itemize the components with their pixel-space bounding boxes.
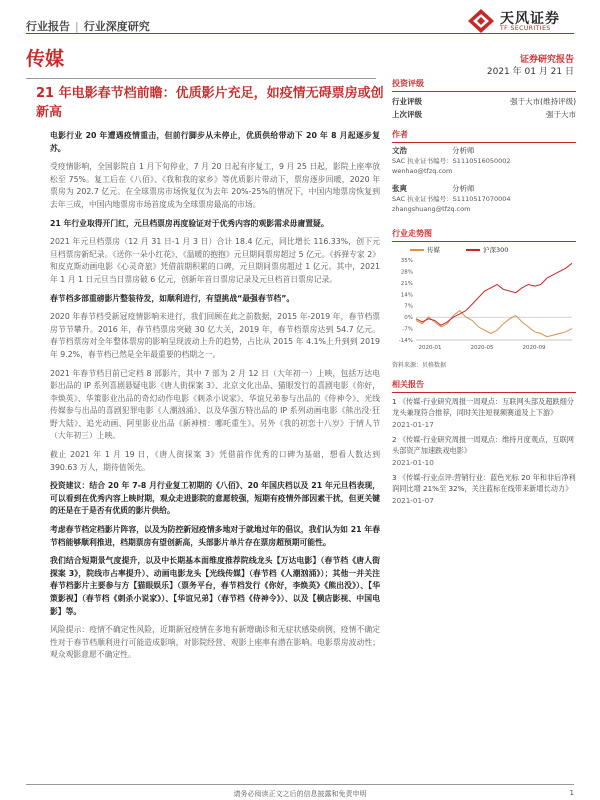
legend-swatch <box>410 249 424 251</box>
legend-label: 传媒 <box>427 246 440 254</box>
summary-headline-3: 春节档多部重磅影片整装待发，如顺利进行，有望挑战“最强春节档”。 <box>50 293 295 303</box>
related-reports <box>392 379 576 505</box>
chart-title: 行业走势图 <box>392 228 576 242</box>
y-tick-label: 35% <box>400 258 413 264</box>
author-email[interactable]: wenhao@tfzq.com <box>392 167 453 175</box>
x-tick-label: 2020-01 <box>418 345 442 351</box>
previous-rating-row <box>392 108 576 121</box>
y-tick-label: 28% <box>400 269 413 276</box>
series-line <box>416 263 572 325</box>
rating-section-title: 投资评级 <box>392 78 576 92</box>
author-name: 文浩 <box>392 146 407 155</box>
y-tick-label: -7% <box>402 326 413 333</box>
related-report-date: 2021-01-10 <box>392 458 434 467</box>
risk-warning: 风险提示：疫情不确定性风险，近期新冠疫情在多地有新增确诊和无症状感染病例，疫情不确定性对于春节档顺利进行可能造成影响，对影院经营、观影上座率有潜在影响。电影票房波动性；观众观影意愿不确定性。 <box>50 625 380 660</box>
legend-item <box>410 245 440 254</box>
footer-disclaimer: 请务必阅读正文之后的信息披露和免责申明 <box>233 790 367 798</box>
author-entry <box>392 146 576 176</box>
related-report-link[interactable]: 3 《传媒-行业点评:营销行业：蓝色光标 20 年和非后净利润同比增 21%至 32%，关注蓝标在线带来新增长动力》 <box>392 473 576 493</box>
investment-advice: 投资建议：结合 20 年 7-8 月行业复工初期的《八佰》、20 年国庆档以及 21 年元旦档表现，可以看到在优秀内容上映时期，观众走进影院的意愿较强，短期有疫情外部因素干扰，但更关键的还是在于是否有优质的影片供给。 <box>50 481 380 516</box>
logo-subtext: TF SECURITIES <box>500 25 551 32</box>
y-tick-label: -14% <box>398 338 413 344</box>
related-report-link[interactable]: 1 《传媒-行业研究周报一周观点：互联网头部及超跌细分龙头兼现符合推荐，同时关注短视频赛道及上下游》 <box>392 397 574 417</box>
breadcrumb-report: 行业报告 <box>26 20 70 33</box>
summary-headline-1: 电影行业 20 年遭遇疫情重击，但前行脚步从未停止，优质供给带动下 20 年 8 月起逐步复苏。 <box>50 131 380 153</box>
legend-swatch <box>466 249 480 251</box>
author-certificate: SAC 执业证书编号：S1110517070004 <box>392 195 511 203</box>
related-section-title: 相关报告 <box>392 379 576 393</box>
author-name: 张爽 <box>392 184 407 193</box>
related-report-date: 2021-01-17 <box>392 420 434 429</box>
previous-rating-label: 上次评级 <box>392 110 422 119</box>
summary-paragraph-1: 受疫情影响，全国影院自 1 月下旬停业，7 月 20 日起有序复工，9 月 25 日起，影院上座率放松至 75%。复工后在《八佰》、《我和我的家乡》等优质影片带动下，票房逐步回暖，2020 年票房为 202.7 亿元。在全球票房市场恢复仅为去年 20%-25%的情况下，中国内地票房恢复到去年三成，中国内地票房市场首度成为全球票房最高的市场。 <box>50 162 380 209</box>
page-number: 1 <box>569 789 574 797</box>
trend-chart-svg <box>392 256 576 356</box>
industry-trend-chart <box>392 228 576 369</box>
author-section-title: 作者 <box>392 129 576 143</box>
logo-text: 天风证券 <box>500 11 560 27</box>
author-entry <box>392 184 576 214</box>
rating-value: 强于大市(维持评级) <box>510 97 576 106</box>
summary-paragraph-4: 2021 年春节档目前已定档 8 部影片，其中 7 部为 2 月 12 日（大年初一）上映，包括万达电影出品的 IP 系列喜剧悬疑电影《唐人街探案 3》、北京文化出品、猫眼发行的喜剧电影《你好，李焕英》、华策影业出品的奇幻动作电影《刺杀小说家》、华谊兄弟参与出品的《侍神令》、光线传媒参与出品的喜剧犯罪电影《人潮汹涌》、以及华强方特出品的 IP 系列动画电影《熊出没·狂野大陆》、追光动画、阿里影业出品《新神榜：哪吒重生》。另外《我的初恋十八岁》于情人节（大年初三）上映。 <box>50 368 380 441</box>
header-divider <box>26 33 574 34</box>
legend-item <box>466 245 508 254</box>
x-tick-label: 2020-09 <box>522 345 546 351</box>
breadcrumb-separator: | <box>75 20 79 33</box>
related-report-date: 2021-01-07 <box>392 496 434 505</box>
main-content <box>50 130 380 668</box>
title-divider <box>26 78 376 79</box>
y-tick-label: 14% <box>400 292 413 299</box>
chart-legend <box>410 245 576 254</box>
author-role: 分析师 <box>452 146 475 155</box>
sidebar <box>392 78 576 510</box>
logo-mark-icon <box>466 8 496 34</box>
breadcrumb-category: 行业深度研究 <box>83 20 150 33</box>
summary-paragraph-3: 2020 年春节档受新冠疫情影响未进行，我们回顾在此之前数据，2015 年-2019 年，春节档票房节节攀升。2016 年，春节档票房突破 30 亿大关，2019 年，春节档票房达到 54.7 亿元。春节档票房对全年整体票房的影响呈现波动上升的趋势，占比从 2015 年 4.1%上升到到 2019 年 9.2%，春节档已然是全年最重要的档期之一。 <box>50 312 380 359</box>
rating-row <box>392 95 576 108</box>
related-report-link[interactable]: 2 《传媒-行业研究周报一周观点：维持月度观点，互联网头部资产加速跌戏电影》 <box>392 435 574 455</box>
report-date: 2021 年 01 月 21 日 <box>486 67 574 77</box>
y-tick-label: 0% <box>404 315 413 322</box>
author-email[interactable]: zhangshuang@tfzq.com <box>392 205 471 213</box>
y-tick-label: 21% <box>400 280 413 287</box>
x-tick-label: 2020-05 <box>470 345 494 351</box>
author-certificate: SAC 执业证书编号：S1110516050002 <box>392 157 511 165</box>
author-role: 分析师 <box>452 184 475 193</box>
y-tick-label: 7% <box>404 303 413 310</box>
sector-title: 传媒 <box>26 48 65 70</box>
footer-divider <box>26 784 574 785</box>
previous-rating-value: 强于大市 <box>546 110 576 119</box>
summary-paragraph-2: 2021 年元旦档票房（12 月 31 日-1 月 3 日）合计 18.4 亿元，同比增长 116.33%，创下元旦档票房新纪录。《送你一朵小红花》、《温暖的抱抱》元旦期间票房超过 5 亿元。《拆弹专家 2》和皮克斯动画电影《心灵奇旅》凭借前期积累的口碑，元旦期间票房超过 1 亿元。其中，2021 年 1 月 1 日元旦当日票房破 6 亿元，创新年首日票房记录及元旦档首日票房记录。 <box>50 237 380 284</box>
report-title: 21 年电影春节档前瞻：优质影片充足，如疫情无碍票房或创新高 <box>36 86 384 120</box>
legend-label: 沪深300 <box>483 246 509 254</box>
breadcrumb <box>26 18 150 34</box>
company-logo <box>464 8 574 34</box>
summary-headline-2: 21 年行业取得开门红，元旦档票房再度验证对于优秀内容的观影需求毋庸置疑。 <box>50 218 329 228</box>
stock-recommendations: 我们结合短期景气度提升，以及中长期基本面维度推荐院线龙头【万达电影】（春节档《唐人街探案 3》，院线市占率提升）、动画电影龙头【光线传媒】（春节档《人潮汹涌》）；其他一并关注春节档影片主要参与方【猫眼娱乐】（票务平台，春节档发行《你好，李焕英》《熊出没》）、【华策影视】（春节档《刺杀小说家》）、【华谊兄弟】（春节档《侍神令》）、以及【横店影视、中国电影】等。 <box>50 556 380 616</box>
report-type: 证券研究报告 <box>519 55 574 65</box>
investment-outlook: 考虑春节档定档影片阵容，以及为防控新冠疫情多地对于就地过年的倡议，我们认为如 21 年春节档能够顺利推进，档期票房有望创新高，头部影片单片存在票房超预期可能性。 <box>50 525 380 547</box>
rating-label: 行业评级 <box>392 97 422 106</box>
summary-paragraph-5: 截止 2021 年 1 月 19 日，《唐人街探案 3》凭借前作优秀的口碑为基础，想看人数达到 390.63 万人，期待值领先。 <box>50 450 380 472</box>
chart-source: 资料来源：贝格数据 <box>392 362 447 369</box>
